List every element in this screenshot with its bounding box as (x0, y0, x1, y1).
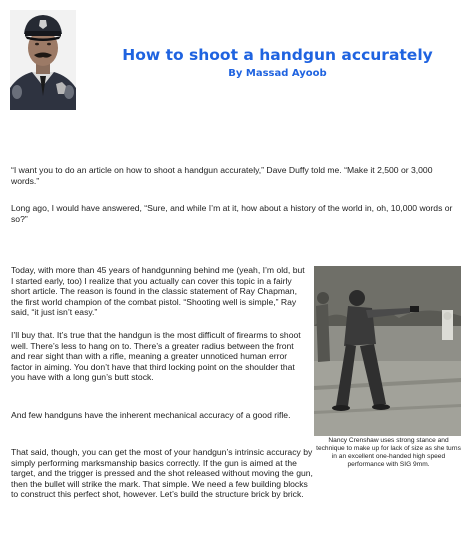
article-paragraph: And few handguns have the inherent mechanical accuracy of a good rifle. (11, 410, 291, 420)
article-paragraph: “I want you to do an article on how to shoot a handgun accurately,” Dave Duffy told me. “Make it 2,500 or 3,000 words.” (11, 165, 433, 186)
author-portrait (10, 10, 76, 110)
article-paragraph: I’ll buy that. It’s true that the handgun is the most difficult of firearms to shoot well. There’s less to hang on to. There’s a greater radius between the front and rear sight than with a rifle, meaning a greater unnoticed human error factor in aiming. You don’t have that third locking point on the shoulder that you have with a long gun’s butt stock. (11, 330, 301, 383)
article-photo (314, 266, 461, 436)
article-paragraph: That said, though, you can get the most of your handgun’s intrinsic accuracy by simply performing marksmanship basics correctly. If the gun is aimed at the target, and the trigger is pressed and the shot released without moving the gun, then the bullet will strike the mark. That simple. We need a few building blocks to construct this perfect shot, however. Let’s build the structure brick by brick. (11, 447, 313, 500)
article-paragraph: Today, with more than 45 years of handgunning behind me (yeah, I’m old, but I started early, too) I realize that you actually can cover this topic in a fairly short article. The reason is found in the classic statement of Ray Chapman, the first world champion of the combat pistol. “Shooting well is simple,” Ray said, “it just isn’t easy.” (11, 265, 305, 318)
article-title: How to shoot a handgun accurately (122, 46, 433, 64)
article-byline: By Massad Ayoob (228, 68, 327, 79)
author-portrait-image (10, 10, 76, 110)
article-paragraph: Long ago, I would have answered, “Sure, and while I’m at it, how about a history of the world in, oh, 10,000 words or so?” (11, 203, 453, 224)
photo-caption: Nancy Crenshaw uses strong stance and technique to make up for lack of size as she turns in an excellent one-handed high speed performance with SIG 9mm. (316, 437, 461, 468)
shooter-photo-image (314, 266, 461, 436)
